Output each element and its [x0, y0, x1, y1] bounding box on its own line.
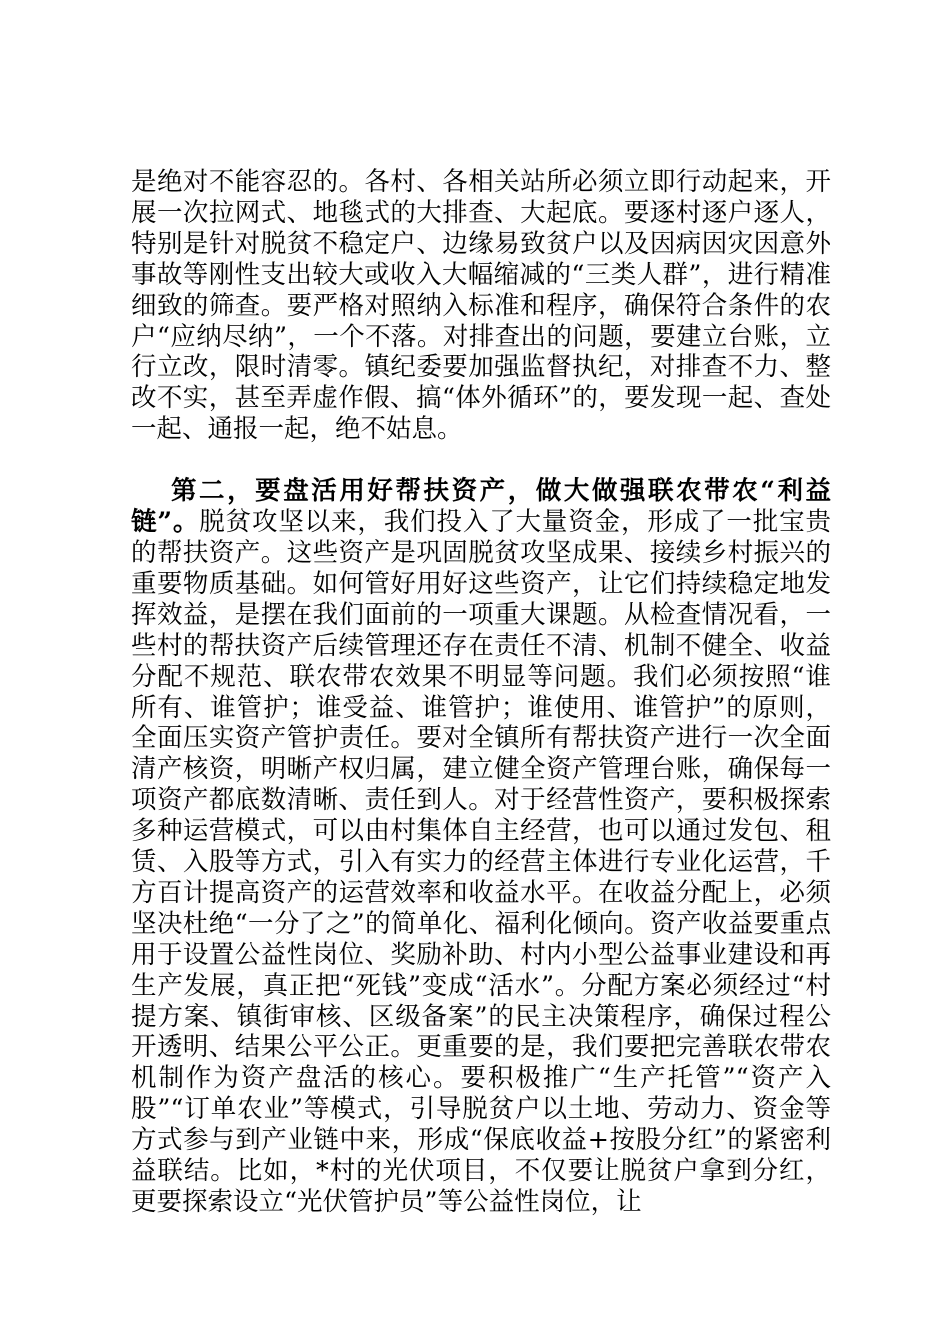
body-paragraph-1: 是绝对不能容忍的。各村、各相关站所必须立即行动起来，开展一次拉网式、地毯式的大排查、大起底。要逐村逐户逐人，特别是针对脱贫不稳定户、边缘易致贫户以及因病因灾因意外事故等刚性支出较大或收入大幅缩减的“三类人群”，进行精准细致的筛查。要严格对照纳入标准和程序，确保符合条件的农户“应纳尽纳”，一个不落。对排查出的问题，要建立台账，立行立改，限时清零。镇纪委要加强监督执纪，对排查不力、整改不实，甚至弄虚作假、搞“体外循环”的，要发现一起、查处一起、通报一起，绝不姑息。 [131, 167, 831, 445]
body-paragraph-2 [131, 476, 831, 1218]
paragraph-spacer [131, 445, 831, 476]
document-page [131, 167, 831, 1218]
paragraph-2-body: 脱贫攻坚以来，我们投入了大量资金，形成了一批宝贵的帮扶资产。这些资产是巩固脱贫攻坚成果、接续乡村振兴的重要物质基础。如何管好用好这些资产，让它们持续稳定地发挥效益，是摆在我们面前的一项重大课题。从检查情况看，一些村的帮扶资产后续管理还存在责任不清、机制不健全、收益分配不规范、联农带农效果不明显等问题。我们必须按照“谁所有、谁管护；谁受益、谁管护；谁使用、谁管护”的原则，全面压实资产管护责任。要对全镇所有帮扶资产进行一次全面清产核资，明晰产权归属，建立健全资产管理台账，确保每一项资产都底数清晰、责任到人。对于经营性资产，要积极探索多种运营模式，可以由村集体自主经营，也可以通过发包、租赁、入股等方式，引入有实力的经营主体进行专业化运营，千方百计提高资产的运营效率和收益水平。在收益分配上，必须坚决杜绝“一分了之”的简单化、福利化倾向。资产收益要重点用于设置公益性岗位、奖励补助、村内小型公益事业建设和再生产发展，真正把“死钱”变成“活水”。分配方案必须经过“村提方案、镇街审核、区级备案”的民主决策程序，确保过程公开透明、结果公平公正。更重要的是，我们要把完善联农带农机制作为资产盘活的核心。要积极推广“生产托管”“资产入股”“订单农业”等模式，引导脱贫户以土地、劳动力、资金等方式参与到产业链中来，形成“保底收益+按股分红”的紧密利益联结。比如，*村的光伏项目，不仅要让脱贫户拿到分红，更要探索设立“光伏管护员”等公益性岗位，让 [131, 507, 831, 1217]
paragraph-2-heading: 第二，要盘活用好帮扶资产，做大做强联农带农“利益链”。 [131, 476, 831, 538]
